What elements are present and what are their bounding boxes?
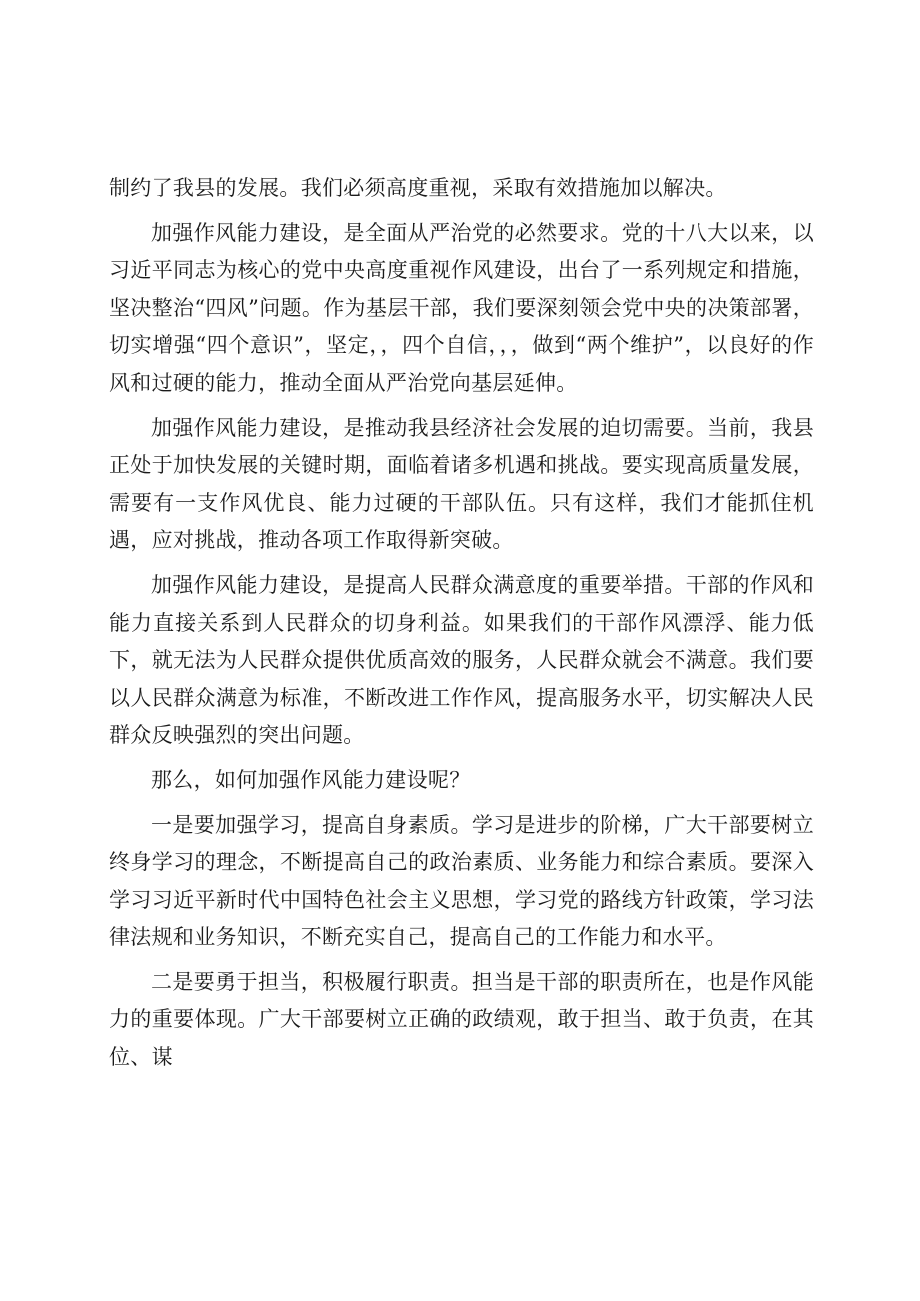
paragraph-point-one-study: 一是要加强学习，提高自身素质。学习是进步的阶梯，广大干部要树立终身学习的理念，不断提高自己的政治素质、业务能力和综合素质。要深入学习习近平新时代中国特色社会主义思想，学习党的路线方针政策，学习法律法规和业务知识，不断充实自己，提高自己的工作能力和水平。 xyxy=(109,812,814,950)
paragraph-question: 那么，如何加强作风能力建设呢？ xyxy=(151,767,471,792)
paragraph-public-satisfaction: 加强作风能力建设，是提高人民群众满意度的重要举措。干部的作风和能力直接关系到人民群众的切身利益。如果我们的干部作风漂浮、能力低下，就无法为人民群众提供优质高效的服务，人民群众就会不满意。我们要以人民群众满意为标准，不断改进工作作风，提高服务水平，切实解决人民群众反映强烈的突出问题。 xyxy=(109,572,814,748)
paragraph-strict-party-governance: 加强作风能力建设，是全面从严治党的必然要求。党的十八大以来，以习近平同志为核心的党中央高度重视作风建设，出台了一系列规定和措施，坚决整治“四风”问题。作为基层干部，我们要深刻领会党中央的决策部署，切实增强“四个意识”，坚定，，四个自信，，，做到“两个维护”，以良好的作风和过硬的能力，推动全面从严治党向基层延伸。 xyxy=(109,220,814,395)
paragraph-economic-development: 加强作风能力建设，是推动我县经济社会发展的迫切需要。当前，我县正处于加快发展的关键时期，面临着诸多机遇和挑战。要实现高质量发展，需要有一支作风优良、能力过硬的干部队伍。只有这样，我们才能抓住机遇，应对挑战，推动各项工作取得新突破。 xyxy=(109,415,814,553)
document-body xyxy=(109,170,814,1084)
paragraph-point-two-responsibility: 二是要勇于担当，积极履行职责。担当是干部的职责所在，也是作风能力的重要体现。广大干部要树立正确的政绩观，敢于担当、敢于负责，在其位、谋 xyxy=(109,969,814,1070)
paragraph-continuation: 制约了我县的发展。我们必须高度重视，采取有效措施加以解决。 xyxy=(109,176,727,200)
